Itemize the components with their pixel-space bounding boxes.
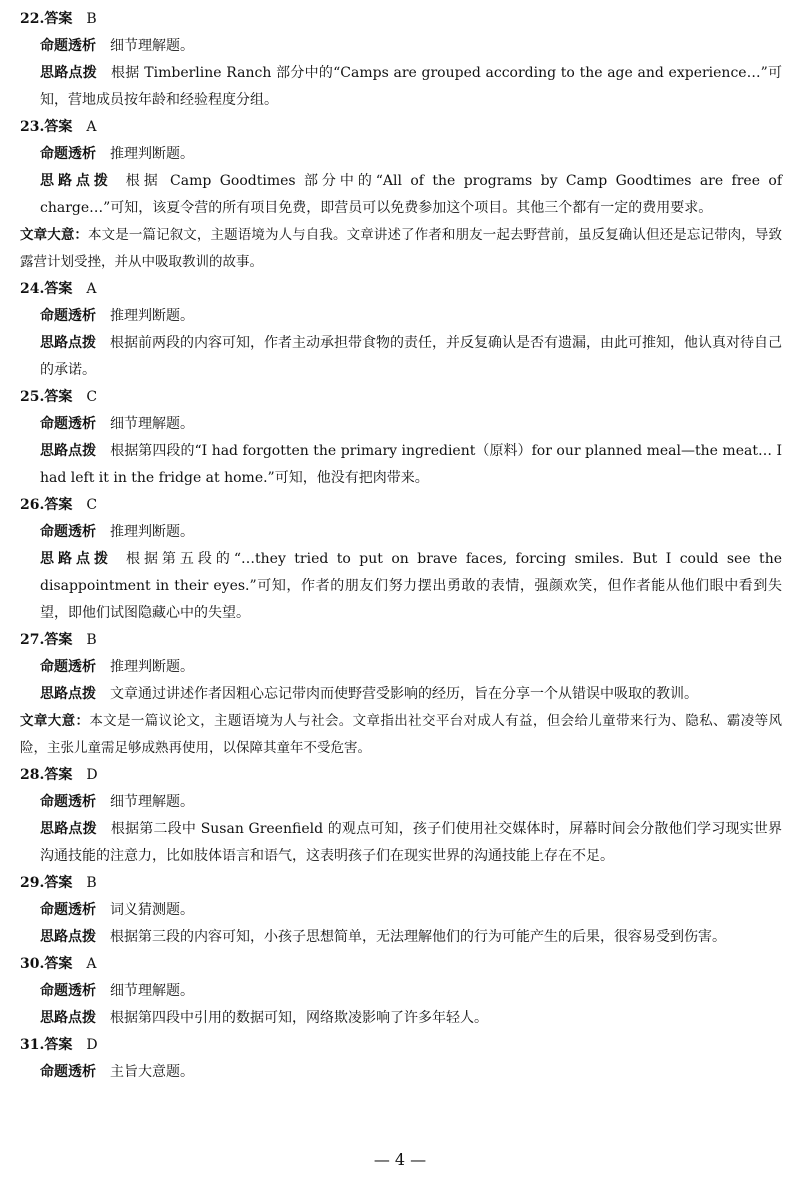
answer-key-label: 答案 bbox=[44, 767, 73, 783]
answer-key-content bbox=[20, 6, 782, 1086]
row-text: 细节理解题。 bbox=[110, 416, 194, 432]
question-31 bbox=[20, 1032, 782, 1086]
question-number: 29. bbox=[20, 875, 45, 891]
row-label: 命题透析 bbox=[40, 146, 96, 162]
question-number: 22. bbox=[20, 11, 45, 27]
question-25 bbox=[20, 384, 782, 492]
answer-letter: B bbox=[86, 11, 97, 27]
row-text: 根据 Camp Goodtimes 部分中的“All of the programs by Camp Goodtimes are free of charge…”可知，该夏令营的所有项目免费，即营员可以免费参加这个项目。其他三个都有一定的费用要求。 bbox=[40, 173, 782, 216]
row-label: 命题透析 bbox=[40, 308, 96, 324]
row-text: 根据第三段的内容可知，小孩子思想简单，无法理解他们的行为可能产生的后果，很容易受到伤害。 bbox=[110, 929, 726, 945]
hint-row bbox=[40, 60, 782, 114]
row-label: 思路点拨 bbox=[40, 173, 112, 189]
passage-summary bbox=[20, 708, 782, 762]
row-text: 推理判断题。 bbox=[110, 146, 194, 162]
row-text: 细节理解题。 bbox=[110, 38, 194, 54]
answer-letter: C bbox=[86, 497, 98, 513]
question-27 bbox=[20, 627, 782, 708]
answer-letter: B bbox=[86, 632, 97, 648]
question-30 bbox=[20, 951, 782, 1032]
analysis-row bbox=[40, 897, 782, 924]
row-text: 根据第四段的“I had forgotten the primary ingredient（原料）for our planned meal—the meat… I had left it in the fridge at home.”可知，他没有把肉带来。 bbox=[40, 443, 782, 486]
analysis-row bbox=[40, 303, 782, 330]
question-28 bbox=[20, 762, 782, 870]
hint-row bbox=[40, 924, 782, 951]
question-number: 26. bbox=[20, 497, 45, 513]
row-text: 推理判断题。 bbox=[110, 308, 194, 324]
question-29 bbox=[20, 870, 782, 951]
question-22 bbox=[20, 6, 782, 114]
row-label: 思路点拨 bbox=[40, 65, 98, 81]
analysis-row bbox=[40, 1059, 782, 1086]
hint-row bbox=[40, 168, 782, 222]
hint-row bbox=[40, 816, 782, 870]
question-24 bbox=[20, 276, 782, 384]
row-label: 命题透析 bbox=[40, 1064, 96, 1080]
row-text: 细节理解题。 bbox=[110, 794, 194, 810]
row-text: 推理判断题。 bbox=[110, 659, 194, 675]
row-text: 根据第二段中 Susan Greenfield 的观点可知，孩子们使用社交媒体时，屏幕时间会分散他们学习现实世界沟通技能的注意力，比如肢体语言和语气，这表明孩子们在现实世界的沟通技能上存在不足。 bbox=[40, 821, 783, 864]
answer-key-label: 答案 bbox=[44, 875, 73, 891]
answer-letter: A bbox=[86, 956, 97, 972]
analysis-row bbox=[40, 33, 782, 60]
question-number: 28. bbox=[20, 767, 45, 783]
row-text: 主旨大意题。 bbox=[110, 1064, 194, 1080]
question-number: 30. bbox=[20, 956, 45, 972]
answer-key-label: 答案 bbox=[44, 1037, 73, 1053]
row-label: 命题透析 bbox=[40, 983, 96, 999]
question-number: 23. bbox=[20, 119, 45, 135]
analysis-row bbox=[40, 141, 782, 168]
row-text: 推理判断题。 bbox=[110, 524, 194, 540]
row-label: 命题透析 bbox=[40, 416, 96, 432]
row-text: 根据第五段的“…they tried to put on brave faces, forcing smiles. But I could see the disappointment in their eyes.”可知，作者的朋友们努力摆出勇敢的表情，强颜欢笑，但作者能从他们眼中看到失望，即他们试图隐藏心中的失望。 bbox=[40, 551, 782, 621]
answer-key-label: 答案 bbox=[44, 497, 73, 513]
answer-letter: A bbox=[86, 281, 97, 297]
question-23 bbox=[20, 114, 782, 222]
row-text: 细节理解题。 bbox=[110, 983, 194, 999]
analysis-row bbox=[40, 978, 782, 1005]
row-label: 思路点拨 bbox=[40, 1010, 96, 1026]
summary-label: 文章大意： bbox=[20, 227, 89, 243]
hint-row bbox=[40, 1005, 782, 1032]
analysis-row bbox=[40, 519, 782, 546]
row-text: 根据第四段中引用的数据可知，网络欺凌影响了许多年轻人。 bbox=[110, 1010, 488, 1026]
answer-key-label: 答案 bbox=[44, 281, 73, 297]
question-number: 24. bbox=[20, 281, 45, 297]
passage-summary bbox=[20, 222, 782, 276]
answer-key-label: 答案 bbox=[44, 632, 73, 648]
question-number: 25. bbox=[20, 389, 45, 405]
summary-text: 本文是一篇议论文，主题语境为人与社会。文章指出社交平台对成人有益，但会给儿童带来行为、隐私、霸凌等风险，主张儿童需足够成熟再使用，以保障其童年不受危害。 bbox=[20, 713, 783, 756]
row-label: 命题透析 bbox=[40, 659, 96, 675]
row-label: 思路点拨 bbox=[40, 686, 96, 702]
answer-key-label: 答案 bbox=[44, 119, 73, 135]
answer-key-label: 答案 bbox=[44, 956, 73, 972]
analysis-row bbox=[40, 411, 782, 438]
summary-label: 文章大意： bbox=[20, 713, 90, 729]
hint-row bbox=[40, 330, 782, 384]
row-text: 根据 Timberline Ranch 部分中的“Camps are grouped according to the age and experience…”可知，营地成员按年龄和经验程度分组。 bbox=[40, 65, 782, 108]
row-text: 词义猜测题。 bbox=[110, 902, 194, 918]
answer-key-label: 答案 bbox=[44, 11, 73, 27]
row-label: 命题透析 bbox=[40, 794, 96, 810]
answer-key-label: 答案 bbox=[44, 389, 73, 405]
row-label: 思路点拨 bbox=[40, 821, 97, 837]
row-label: 命题透析 bbox=[40, 38, 96, 54]
row-label: 思路点拨 bbox=[40, 929, 96, 945]
answer-letter: C bbox=[86, 389, 98, 405]
answer-letter: A bbox=[86, 119, 97, 135]
hint-row bbox=[40, 438, 782, 492]
row-text: 文章通过讲述作者因粗心忘记带肉而使野营受影响的经历，旨在分享一个从错误中吸取的教训。 bbox=[110, 686, 698, 702]
answer-letter: D bbox=[86, 1037, 98, 1053]
row-label: 思路点拨 bbox=[40, 551, 112, 567]
row-label: 思路点拨 bbox=[40, 335, 96, 351]
page-number: — 4 — bbox=[373, 1150, 427, 1169]
question-number: 27. bbox=[20, 632, 45, 648]
hint-row bbox=[40, 681, 782, 708]
row-label: 命题透析 bbox=[40, 524, 96, 540]
analysis-row bbox=[40, 654, 782, 681]
answer-letter: B bbox=[86, 875, 97, 891]
hint-row bbox=[40, 546, 782, 627]
question-26 bbox=[20, 492, 782, 627]
row-label: 思路点拨 bbox=[40, 443, 97, 459]
question-number: 31. bbox=[20, 1037, 45, 1053]
row-text: 根据前两段的内容可知，作者主动承担带食物的责任，并反复确认是否有遗漏，由此可推知，他认真对待自己的承诺。 bbox=[40, 335, 782, 378]
summary-text: 本文是一篇记叙文，主题语境为人与自我。文章讲述了作者和朋友一起去野营前，虽反复确认但还是忘记带肉，导致露营计划受挫，并从中吸取教训的故事。 bbox=[20, 227, 782, 270]
answer-letter: D bbox=[86, 767, 98, 783]
analysis-row bbox=[40, 789, 782, 816]
row-label: 命题透析 bbox=[40, 902, 96, 918]
